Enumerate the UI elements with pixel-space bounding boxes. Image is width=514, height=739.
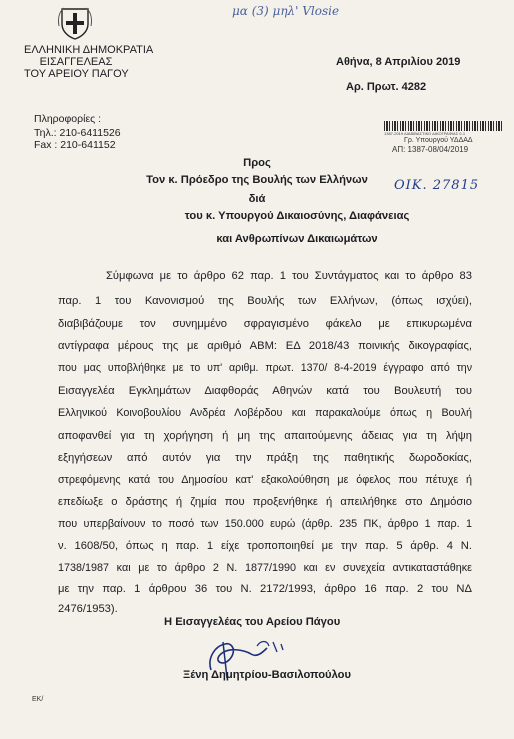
info-label: Πληροφορίες : [34,113,102,125]
body-line: στρεφόμενης κατά του Δημοσίου κατ' εξακολούθηση με όφελος που πέτυχε ή [58,474,472,486]
handwritten-note: μα (3) μηλ' Vlosie [232,4,340,18]
header-line1: ΕΛΛΗΝΙΚΗ ΔΗΜΟΚΡΑΤΙΑ [24,44,154,56]
body-line: 1738/1987 και με το άρθρο 2 Ν. 1877/1990 και εν συνεχεία αντικαταστάθηκε [58,562,472,574]
recipient-minister-1: του κ. Υπουργού Δικαιοσύνης, Διαφάνειας [184,210,410,222]
body-line: που υπερβαίνουν το ποσό των 150.000 ευρώ (άρθρ. 235 ΠΚ, άρθρο 1 παρ. 1 [58,518,472,530]
stamp-office: Γρ. Υπουργού ΥΔΔΑΔ [404,137,473,144]
header-line2: ΕΙΣΑΓΓΕΛΕΑΣ [39,56,113,68]
body-line: Ελληνικού Κοινοβουλίου Ανδρέα Λοβέρδου και παρακαλούμε όπως η Βουλή [58,407,472,419]
handwritten-reference: ΟΙΚ. 27815 [394,178,480,193]
stamp-ref: ΑΠ: 1387-08/04/2019 [392,145,469,154]
header-line3: ΤΟΥ ΑΡΕΙΟΥ ΠΑΓΟΥ [24,68,129,80]
barcode [384,121,502,131]
info-tel: Τηλ.: 210-6411526 [34,127,121,139]
body-line: αντίγραφα μέρους της με αριθμό ΑΒΜ: ΕΔ 2018/43 ποινικής δικογραφίας, [58,340,472,352]
recipient-minister-2: και Ανθρωπίνων Δικαιωμάτων [216,233,378,245]
recipient-pros: Προς [243,157,271,169]
stamp-code: 1387-2019 ΔΙΑΒΙΒΑΣΤΙΚΟ ΔΙΚΟΓΡΑΦΙΑΣ 0-1 [384,131,466,136]
body-line: ν. 1608/50, όπως η παρ. 1 είχε τροποποιηθεί με την παρ. 5 άρθρ. 4 Ν. [58,540,472,552]
registry-stamp [378,121,508,154]
coat-of-arms-icon [57,6,93,40]
body-line: που μας υποβλήθηκε με το υπ' αριθμ. πρωτ. 1370/ 8-4-2019 έγγραφο από την [58,362,472,374]
signatory-name: Ξένη Δημητρίου-Βασιλοπούλου [183,669,351,681]
info-fax: Fax : 210-641152 [34,139,116,151]
place-date: Αθήνα, 8 Απριλίου 2019 [336,56,461,68]
body-line: διαβιβάζουμε τον συνημμένο σφραγισμένο φάκελο με επικυρωμένα [58,318,472,330]
body-line: 2476/1953). [58,603,118,615]
recipient-dia: διά [248,193,266,205]
body-line: Εισαγγελέα Εγκλημάτων Διαφθοράς Αθηνών κατά του Βουλευτή του [58,385,472,397]
body-line: αποφανθεί για τη χορήγηση ή μη της απαιτούμενης άδειας για τη λήψη [58,430,472,442]
signatory-title: Η Εισαγγελέας του Αρείου Πάγου [164,616,341,628]
body-line: με την παρ. 1 άρθρου 36 του Ν. 2172/1993, άρθρο 16 παρ. 2 του ΝΔ [58,583,472,595]
body-line: Σύμφωνα με το άρθρο 62 παρ. 1 του Συντάγματος και το άρθρο 83 [106,270,472,282]
recipient-name: Τον κ. Πρόεδρο της Βουλής των Ελλήνων [146,174,368,186]
body-line: παρ. 1 του Κανονισμού της Βουλής των Ελλήνων, (όπως ισχύει), [58,295,472,307]
protocol-number: Αρ. Πρωτ. 4282 [346,81,427,93]
body-line: επεδίωξε ο δράστης ή ζημία που προξενήθηκε ή απειλήθηκε στο Δημόσιο [58,496,472,508]
footer-code: ΕΚ/ [32,696,44,703]
body-line: εξηγήσεων από αυτόν για την πράξη της παθητικής δωροδοκίας, [58,452,472,464]
